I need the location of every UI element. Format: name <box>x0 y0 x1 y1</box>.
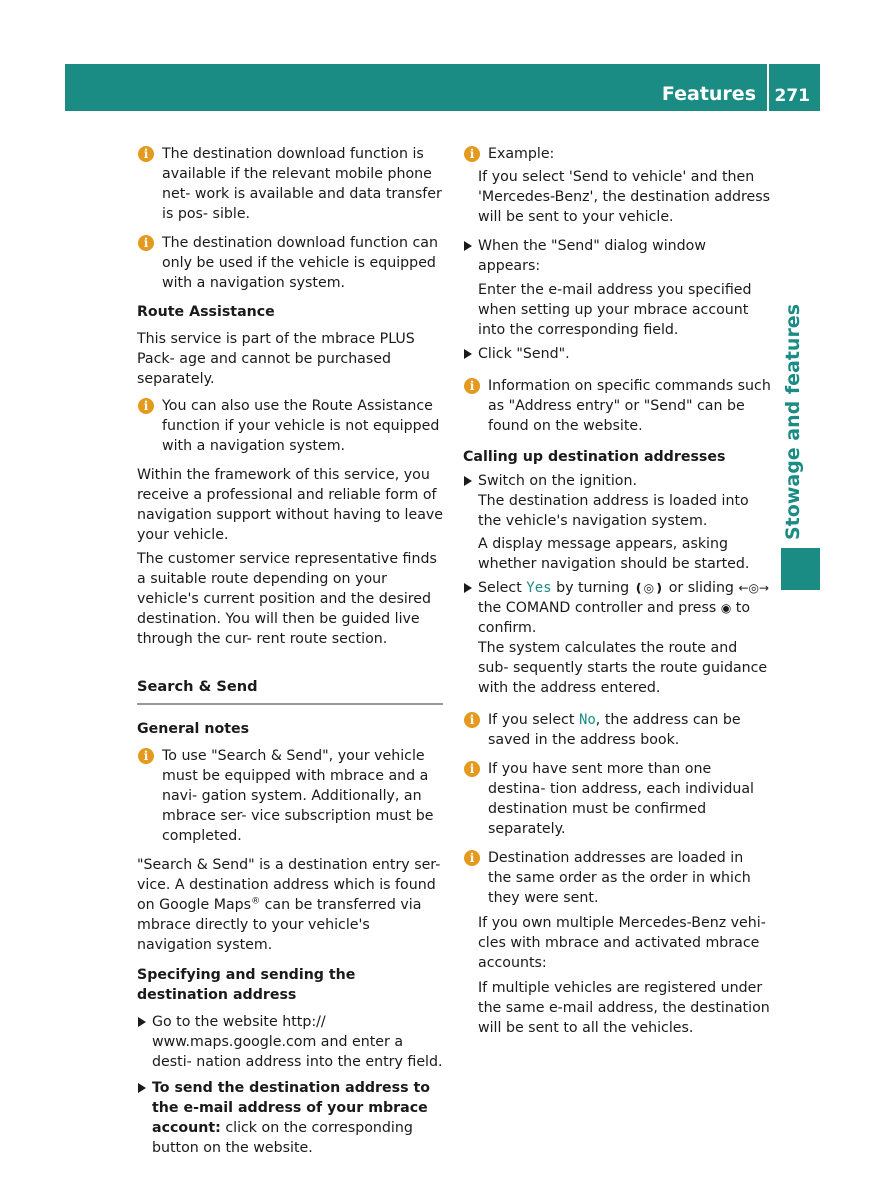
info-icon: i <box>464 712 480 728</box>
list-item <box>463 344 771 364</box>
list-item-text: Select <box>478 580 527 596</box>
list-item-text: to confirm. <box>478 600 751 636</box>
paragraph-text: can be transferred via mbrace directly to your vehicle's navigation system. <box>137 897 422 953</box>
header-divider <box>767 64 769 111</box>
info-icon: i <box>138 235 154 251</box>
list-item-bold-text: To send the destination address to the e-mail address of your mbrace account: <box>152 1080 431 1136</box>
list-item-text: Switch on the ignition. <box>478 473 637 489</box>
triangle-bullet-icon <box>138 1017 146 1027</box>
left-column <box>137 142 443 1164</box>
registered-mark: ® <box>251 896 261 907</box>
list-item-subtext: The destination address is loaded into the vehicle's navigation system. <box>478 493 749 529</box>
info-icon: i <box>464 850 480 866</box>
list-item-text: by turning <box>551 580 634 596</box>
paragraph: This service is part of the mbrace PLUS Pack- age and cannot be purchased separately. <box>137 331 415 387</box>
note-text-part: , the address can be saved in the address book. <box>488 712 741 748</box>
note-subtext: If multiple vehicles are registered under the same e-mail address, the destination will be sent to all the vehicles. <box>478 980 770 1036</box>
info-note <box>137 144 443 224</box>
info-note <box>137 233 443 293</box>
info-icon: i <box>138 398 154 414</box>
note-text: If you select 'Send to vehicle' and then 'Mercedes-Benz', the destination address will be sent to your vehicle. <box>478 169 771 225</box>
general-notes-heading: General notes <box>137 721 250 737</box>
note-text: If you have sent more than one destina- tion address, each individual destination must be confirmed separately. <box>488 761 754 837</box>
controller-turn-icon: ❪◎❫ <box>633 581 665 595</box>
info-note <box>137 396 443 456</box>
note-text: Destination addresses are loaded in the same order as the order in which they were sent. <box>488 850 751 906</box>
list-item-text: or sliding <box>664 580 739 596</box>
info-note <box>463 144 771 227</box>
info-note <box>463 759 771 839</box>
display-text-no: No <box>578 712 596 728</box>
paragraph: The customer service representative finds a suitable route depending on your vehicle's current position and the desired destination. You will then be guided live through the cur- rent route section. <box>137 551 437 647</box>
triangle-bullet-icon <box>464 241 472 251</box>
triangle-bullet-icon <box>464 349 472 359</box>
info-icon: i <box>138 748 154 764</box>
controller-press-icon: ◉ <box>720 601 732 615</box>
info-note <box>463 376 771 436</box>
list-item-subtext: Enter the e-mail address you specified when setting up your mbrace account into the corresponding field. <box>478 282 752 338</box>
paragraph: Within the framework of this service, you receive a professional and reliable form of navigation support without having to leave your vehicle. <box>137 467 444 543</box>
triangle-bullet-icon <box>464 583 472 593</box>
section-title: Features <box>661 83 756 105</box>
triangle-bullet-icon <box>464 476 472 486</box>
list-item-text: click on the corresponding button on the website. <box>152 1120 413 1156</box>
list-item-text: Click "Send". <box>478 346 570 362</box>
note-title: Example: <box>488 146 555 162</box>
note-text: Information on specific commands such as "Address entry" or "Send" can be found on the website. <box>488 378 771 434</box>
page-number: 271 <box>774 86 810 106</box>
list-item <box>463 471 771 491</box>
list-item <box>137 1012 443 1072</box>
info-note <box>463 848 771 1038</box>
list-item-subtext: The system calculates the route and sub- sequently starts the route guidance with the address entered. <box>478 640 768 696</box>
note-text <box>478 710 771 750</box>
info-note <box>463 710 771 750</box>
note-text: The destination download function can only be used if the vehicle is equipped with a navigation system. <box>162 235 438 291</box>
list-item <box>463 236 771 276</box>
note-subtext: If you own multiple Mercedes-Benz vehi- cles with mbrace and activated mbrace accounts: <box>478 915 766 971</box>
paragraph <box>137 855 443 955</box>
list-item <box>137 1078 443 1158</box>
note-text: The destination download function is available if the relevant mobile phone net- work is available and data transfer is pos- sible. <box>162 146 442 222</box>
page-header <box>65 64 820 111</box>
display-text-yes: Yes <box>526 580 552 596</box>
info-icon: i <box>464 378 480 394</box>
list-item-subtext: A display message appears, asking whether navigation should be started. <box>478 536 750 572</box>
list-item-text: When the "Send" dialog window appears: <box>478 238 706 274</box>
calling-up-heading: Calling up destination addresses <box>463 449 726 465</box>
paragraph-text: "Search & Send" is a destination entry ser- vice. A destination address which is found on Google Maps <box>137 857 441 913</box>
list-item-text: the COMAND controller and press <box>478 600 721 616</box>
search-send-heading: Search & Send <box>137 677 443 705</box>
route-assistance-heading: Route Assistance <box>137 304 275 320</box>
info-note <box>137 746 443 846</box>
note-text-part: If you select <box>488 712 579 728</box>
note-text: You can also use the Route Assistance function if your vehicle is not equipped with a navigation system. <box>162 398 440 454</box>
list-item-text: Go to the website http:// www.maps.google.com and enter a desti- nation address into the entry field. <box>152 1014 443 1070</box>
specifying-heading: Specifying and sending the destination address <box>137 967 356 1003</box>
info-icon: i <box>464 146 480 162</box>
right-column <box>463 142 771 1047</box>
info-icon: i <box>138 146 154 162</box>
list-item <box>463 578 771 638</box>
info-icon: i <box>464 761 480 777</box>
chapter-tab <box>781 548 820 590</box>
note-text: To use "Search & Send", your vehicle must be equipped with mbrace and a navi- gation system. Additionally, an mbrace ser- vice subscription must be completed. <box>162 748 434 844</box>
controller-slide-icon: ←◎→ <box>738 581 770 595</box>
triangle-bullet-icon <box>138 1083 146 1093</box>
chapter-side-label: Stowage and features <box>782 303 804 540</box>
